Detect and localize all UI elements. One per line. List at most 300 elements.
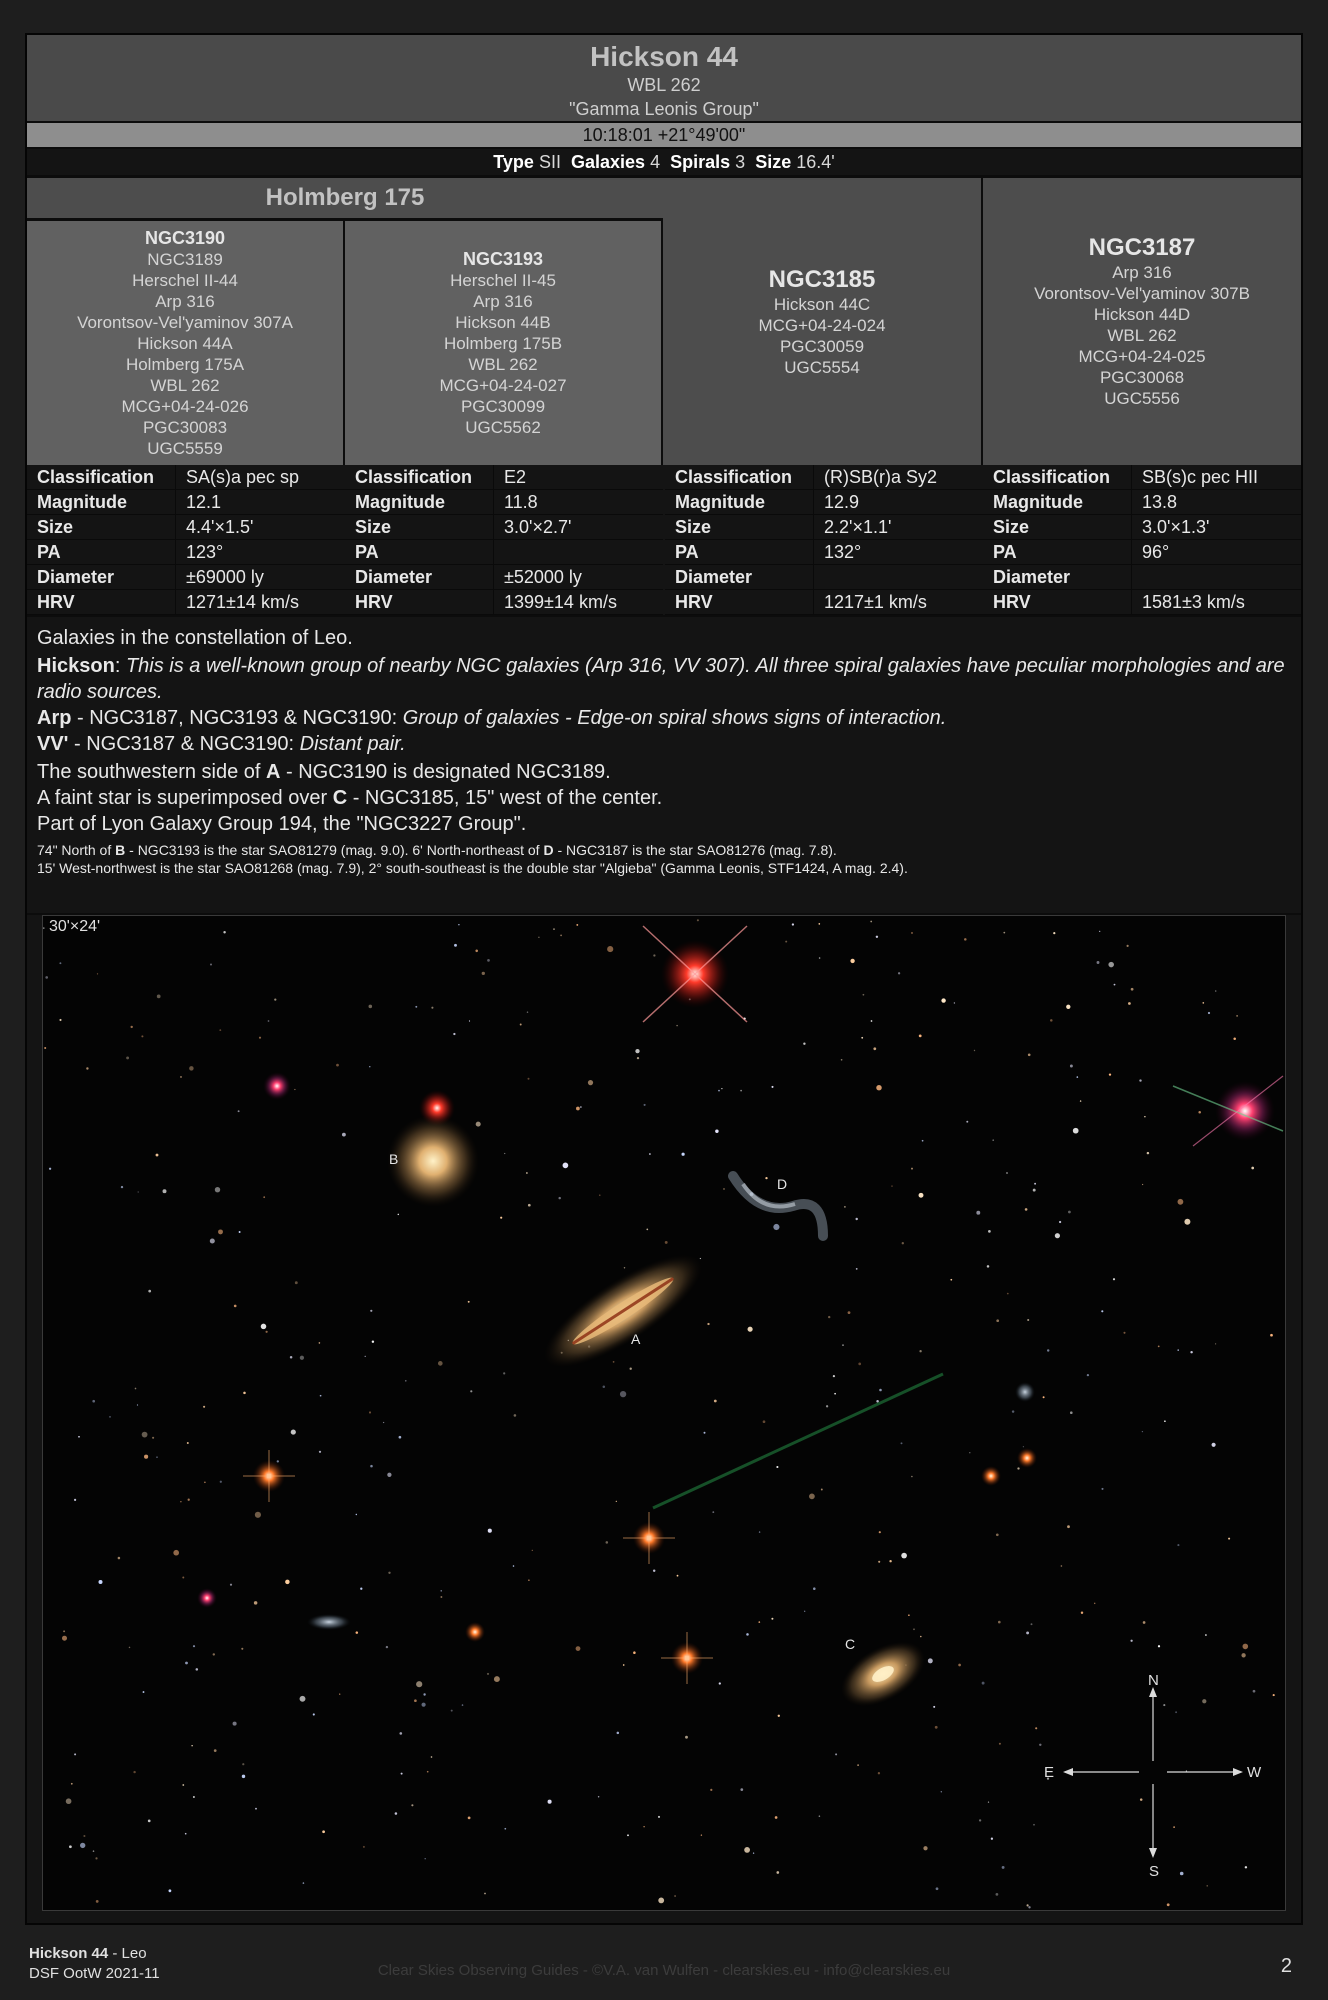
- property-label: Classification: [665, 465, 814, 490]
- star: [169, 1889, 172, 1892]
- bright-star: [197, 1588, 217, 1608]
- star: [1055, 1233, 1060, 1238]
- star: [819, 957, 821, 959]
- star: [148, 1820, 151, 1823]
- property-label: HRV: [983, 590, 1132, 615]
- star: [196, 1668, 199, 1671]
- star: [999, 1743, 1001, 1745]
- star: [313, 1713, 315, 1715]
- star: [526, 1172, 528, 1174]
- star: [268, 1020, 270, 1022]
- star: [861, 1037, 863, 1039]
- star: [889, 1560, 891, 1562]
- star: [59, 962, 61, 964]
- property-value: 4.4'×1.5': [176, 515, 346, 540]
- star: [62, 1636, 67, 1641]
- property-label: Classification: [983, 465, 1132, 490]
- faint-galaxy: [307, 1614, 351, 1630]
- star: [1017, 1467, 1019, 1469]
- star: [1205, 1634, 1207, 1636]
- star: [156, 1154, 159, 1157]
- property-label: Size: [27, 515, 176, 540]
- star: [431, 1756, 433, 1758]
- property-value: 132°: [814, 540, 984, 565]
- star: [765, 1177, 767, 1179]
- star: [143, 1691, 145, 1693]
- star: [454, 944, 457, 947]
- star: [976, 1211, 980, 1215]
- star: [342, 1133, 346, 1137]
- property-value: SB(s)c pec HII: [1132, 465, 1302, 490]
- star: [365, 1356, 366, 1357]
- galaxy-aliases: [345, 270, 661, 438]
- star: [821, 1489, 823, 1491]
- star: [718, 1090, 720, 1092]
- star: [223, 931, 225, 933]
- field-of-view: 30'×24': [49, 918, 101, 935]
- coordinates: 10:18:01 +21°49'00": [27, 123, 1301, 149]
- star: [844, 1206, 846, 1208]
- bright-star: [465, 1622, 485, 1642]
- star: [714, 1400, 717, 1403]
- star: [1097, 961, 1100, 964]
- star: [776, 1466, 778, 1468]
- star: [1212, 1443, 1216, 1447]
- star: [1101, 1488, 1103, 1490]
- galaxy-alias: Hickson 44D: [1093, 305, 1191, 324]
- property-row: [27, 515, 345, 540]
- star: [528, 1204, 531, 1207]
- star: [1175, 1711, 1177, 1713]
- property-value: 13.8: [1132, 490, 1302, 515]
- star: [721, 1088, 722, 1089]
- star: [658, 1816, 660, 1818]
- galaxy-aliases: [983, 262, 1301, 409]
- star: [141, 1035, 143, 1037]
- star: [259, 1037, 261, 1039]
- vv-label: VV': [37, 733, 69, 755]
- vv-note: [37, 731, 1291, 757]
- star: [74, 1499, 76, 1501]
- star: [210, 964, 212, 966]
- property-value: [814, 565, 984, 590]
- property-label: PA: [27, 540, 176, 565]
- star: [263, 1196, 265, 1198]
- star: [964, 938, 967, 941]
- star: [1047, 1349, 1049, 1351]
- star: [1094, 1603, 1095, 1604]
- star: [1127, 945, 1129, 947]
- star: [218, 1229, 223, 1234]
- star: [677, 1575, 679, 1577]
- star: [118, 1557, 121, 1560]
- star: [1140, 1798, 1143, 1801]
- star: [833, 1375, 835, 1377]
- galaxy-header-ngc3190: [27, 221, 345, 465]
- star: [653, 1569, 655, 1571]
- star: [1066, 1005, 1070, 1009]
- star: [520, 1024, 522, 1026]
- star: [982, 1682, 985, 1685]
- star: [476, 1122, 481, 1127]
- property-label: Size: [983, 515, 1132, 540]
- star: [322, 1830, 325, 1833]
- star: [803, 1043, 805, 1045]
- star: [1190, 1351, 1192, 1353]
- star: [637, 1057, 639, 1059]
- star: [129, 1647, 131, 1649]
- sky-photo-drawing: [43, 916, 1285, 1910]
- notes-section: [27, 615, 1301, 915]
- star: [674, 1895, 676, 1897]
- star: [427, 1771, 429, 1773]
- faint-post: - NGC3185, 15" west of the center.: [347, 787, 663, 809]
- star: [528, 1078, 530, 1080]
- star: [876, 1085, 881, 1090]
- star: [1164, 1420, 1166, 1422]
- galaxy-alias: Herschel II-44: [132, 270, 238, 290]
- star: [920, 1636, 922, 1638]
- star: [653, 954, 655, 956]
- property-row: [345, 465, 663, 490]
- star: [1167, 1903, 1170, 1906]
- star: [1081, 1612, 1083, 1614]
- star: [78, 1436, 80, 1438]
- star: [835, 1753, 837, 1755]
- faint-galaxy: [1015, 1382, 1035, 1402]
- star: [1033, 1189, 1036, 1192]
- star: [294, 1089, 295, 1090]
- star: [500, 1217, 502, 1219]
- property-row: [27, 590, 345, 615]
- star: [792, 923, 794, 925]
- star1-post: - NGC3187 is the star SAO81276 (mag. 7.8).: [553, 842, 837, 858]
- property-row: [665, 515, 983, 540]
- star: [1178, 1199, 1184, 1205]
- star: [723, 1188, 724, 1189]
- star: [902, 1242, 904, 1244]
- star: [1043, 1396, 1045, 1398]
- star: [1177, 1544, 1179, 1546]
- star: [93, 1850, 95, 1852]
- property-value: 1271±14 km/s: [176, 590, 346, 615]
- star: [66, 1798, 72, 1804]
- star: [1173, 1826, 1175, 1828]
- faint-pre: A faint star is superimposed over: [37, 787, 333, 809]
- star: [987, 1265, 990, 1268]
- star: [908, 1614, 910, 1616]
- star: [532, 1550, 533, 1551]
- property-row: [983, 565, 1301, 590]
- star: [785, 941, 787, 943]
- star: [911, 1168, 913, 1170]
- vv-members: - NGC3187 & NGC3190:: [68, 733, 300, 755]
- object-designation: WBL 262: [627, 75, 701, 95]
- star: [126, 1056, 129, 1059]
- star: [138, 1191, 139, 1192]
- star: [576, 1646, 581, 1651]
- property-label: Magnitude: [983, 490, 1132, 515]
- star: [624, 1267, 625, 1268]
- star: [401, 1773, 403, 1775]
- spirals-label: Spirals: [670, 152, 731, 172]
- star: [879, 1531, 881, 1533]
- star: [109, 1416, 111, 1418]
- star: [369, 1066, 370, 1067]
- star: [819, 1815, 821, 1817]
- star: [548, 1800, 552, 1804]
- star: [1070, 1065, 1073, 1068]
- star: [527, 1011, 528, 1012]
- star: [941, 998, 945, 1002]
- star: [891, 1185, 892, 1186]
- star: [1039, 1744, 1041, 1746]
- star: [238, 1110, 240, 1112]
- faint-star-note: [37, 785, 1291, 811]
- star: [370, 1310, 372, 1312]
- star: [255, 1512, 261, 1518]
- star: [715, 1129, 718, 1132]
- star: [214, 1749, 217, 1752]
- star: [163, 1189, 167, 1193]
- star: [152, 1437, 154, 1439]
- props-table-ngc3185: [665, 465, 983, 615]
- property-value: 3.0'×2.7': [494, 515, 664, 540]
- compass-east: E: [1044, 1764, 1055, 1781]
- star: [360, 1588, 362, 1590]
- star: [387, 1473, 391, 1477]
- star: [1251, 1167, 1254, 1170]
- star: [1142, 1431, 1143, 1432]
- property-row: [27, 490, 345, 515]
- star: [1241, 1653, 1245, 1657]
- star: [213, 1653, 215, 1655]
- hickson-note: [37, 653, 1291, 705]
- star: [69, 1845, 72, 1848]
- arp-note: [37, 705, 1291, 731]
- galaxy-alias: Arp 316: [473, 291, 533, 311]
- star: [633, 1651, 636, 1654]
- star: [1158, 1346, 1160, 1348]
- star: [842, 1344, 844, 1346]
- star: [857, 1764, 859, 1766]
- star: [86, 1067, 88, 1069]
- property-row: [665, 590, 983, 615]
- star: [630, 1368, 632, 1370]
- star: [469, 1020, 470, 1021]
- property-row: [345, 590, 663, 615]
- star: [775, 1816, 778, 1819]
- star: [386, 1646, 388, 1648]
- star: [395, 1812, 398, 1815]
- star: [303, 1882, 305, 1884]
- arp-label: Arp: [37, 707, 72, 729]
- star: [1233, 1038, 1236, 1041]
- star: [1050, 1019, 1053, 1022]
- star: [919, 1193, 924, 1198]
- property-label: Magnitude: [345, 490, 494, 515]
- star: [415, 1006, 417, 1008]
- star: [261, 1324, 267, 1330]
- property-label: Size: [665, 515, 814, 540]
- star: [482, 972, 485, 975]
- star: [484, 1893, 486, 1895]
- galaxy-alias: WBL 262: [468, 354, 538, 374]
- sw-pre: The southwestern side of: [37, 761, 267, 783]
- star: [834, 1393, 836, 1395]
- star: [470, 1390, 472, 1392]
- star: [697, 919, 699, 921]
- star: [130, 1026, 132, 1028]
- star: [487, 959, 490, 962]
- star: [514, 1414, 517, 1417]
- star: [850, 959, 854, 963]
- star: [300, 1356, 304, 1360]
- star: [771, 1086, 773, 1088]
- property-value: ±52000 ly: [494, 565, 664, 590]
- star: [922, 1140, 924, 1142]
- constellation-note: Galaxies in the constellation of Leo.: [37, 627, 353, 649]
- star: [336, 1064, 339, 1067]
- star: [954, 1002, 955, 1003]
- title-block: [27, 35, 1301, 123]
- star: [704, 1432, 706, 1434]
- star: [576, 1107, 580, 1111]
- star: [759, 1531, 760, 1532]
- property-label: HRV: [27, 590, 176, 615]
- star: [617, 1732, 620, 1735]
- star: [285, 1580, 290, 1585]
- star: [203, 1406, 205, 1408]
- star: [254, 1601, 258, 1605]
- property-row: [27, 540, 345, 565]
- property-label: Magnitude: [27, 490, 176, 515]
- star: [1012, 1410, 1014, 1412]
- star: [558, 1197, 560, 1199]
- star: [1273, 1694, 1275, 1696]
- star: [1184, 1219, 1190, 1225]
- property-label: Classification: [27, 465, 176, 490]
- bright-star: [263, 1072, 291, 1100]
- star: [388, 1572, 390, 1574]
- star: [969, 1452, 970, 1453]
- property-label: Diameter: [27, 565, 176, 590]
- galaxy-aliases: [27, 249, 343, 459]
- star: [431, 1007, 433, 1009]
- star: [928, 1658, 933, 1663]
- star: [991, 1838, 993, 1840]
- star: [746, 1633, 749, 1636]
- galaxy-alias: PGC30083: [142, 417, 228, 437]
- property-label: Magnitude: [665, 490, 814, 515]
- property-row: [345, 515, 663, 540]
- star: [935, 1726, 938, 1729]
- star: [92, 1400, 95, 1403]
- star: [1147, 1152, 1149, 1154]
- star: [966, 1121, 968, 1123]
- star: [1007, 1293, 1009, 1295]
- property-value: 1399±14 km/s: [494, 590, 664, 615]
- star: [99, 1580, 103, 1584]
- property-row: [983, 590, 1301, 615]
- star: [356, 1631, 359, 1634]
- star: [758, 1621, 760, 1623]
- property-label: Size: [345, 515, 494, 540]
- star: [182, 1784, 184, 1786]
- star: [878, 1561, 880, 1563]
- star: [173, 1550, 179, 1556]
- group-summary: [27, 149, 1301, 178]
- star: [643, 1826, 644, 1827]
- galaxy-alias: Herschel II-45: [450, 270, 556, 290]
- star: [405, 1380, 406, 1381]
- props-table-ngc3190: [27, 465, 345, 615]
- star: [156, 1456, 158, 1458]
- property-value: (R)SB(r)a Sy2: [814, 465, 984, 490]
- star: [950, 1279, 952, 1281]
- size-label: Size: [755, 152, 792, 172]
- hickson-sep: :: [114, 655, 126, 677]
- star: [1198, 1111, 1201, 1114]
- property-value: 96°: [1132, 540, 1302, 565]
- star: [776, 1871, 779, 1874]
- star: [763, 1420, 766, 1423]
- props-table-ngc3187: [983, 465, 1301, 615]
- star: [74, 1753, 76, 1755]
- property-value: 1217±1 km/s: [814, 590, 984, 615]
- footer-series: DSF OotW 2021-11: [29, 1965, 160, 1982]
- star: [233, 1722, 237, 1726]
- galaxy-header-ngc3187: [983, 178, 1301, 465]
- star: [876, 1400, 879, 1403]
- star: [1123, 1332, 1125, 1334]
- star: [215, 1187, 220, 1192]
- star: [185, 1833, 187, 1835]
- star: [771, 1618, 773, 1620]
- star: [553, 928, 554, 929]
- property-label: PA: [983, 540, 1132, 565]
- star: [319, 1451, 321, 1453]
- star: [1025, 1208, 1028, 1211]
- arp-members: - NGC3187, NGC3193 & NGC3190:: [71, 707, 403, 729]
- star: [83, 1835, 85, 1837]
- star: [95, 1857, 97, 1859]
- star: [826, 1405, 828, 1407]
- property-row: [345, 540, 663, 565]
- star: [148, 1290, 151, 1293]
- star: [137, 1404, 138, 1405]
- star: [740, 1788, 743, 1791]
- star: [241, 1648, 243, 1650]
- footer-name: Hickson 44: [29, 1945, 109, 1962]
- star: [96, 1900, 99, 1903]
- star: [958, 1664, 961, 1667]
- star: [462, 1704, 464, 1706]
- galaxy-name: NGC3187: [1088, 234, 1196, 261]
- property-value: [494, 540, 664, 565]
- star: [1202, 1002, 1204, 1004]
- property-value: [1132, 565, 1302, 590]
- star: [1202, 1699, 1206, 1703]
- star: [1027, 1904, 1029, 1906]
- star: [1215, 1343, 1216, 1344]
- property-row: [983, 515, 1301, 540]
- star: [504, 1153, 505, 1154]
- star: [919, 1350, 921, 1352]
- star: [503, 1372, 505, 1374]
- star: [1142, 1184, 1143, 1185]
- southwest-note: [37, 759, 1291, 785]
